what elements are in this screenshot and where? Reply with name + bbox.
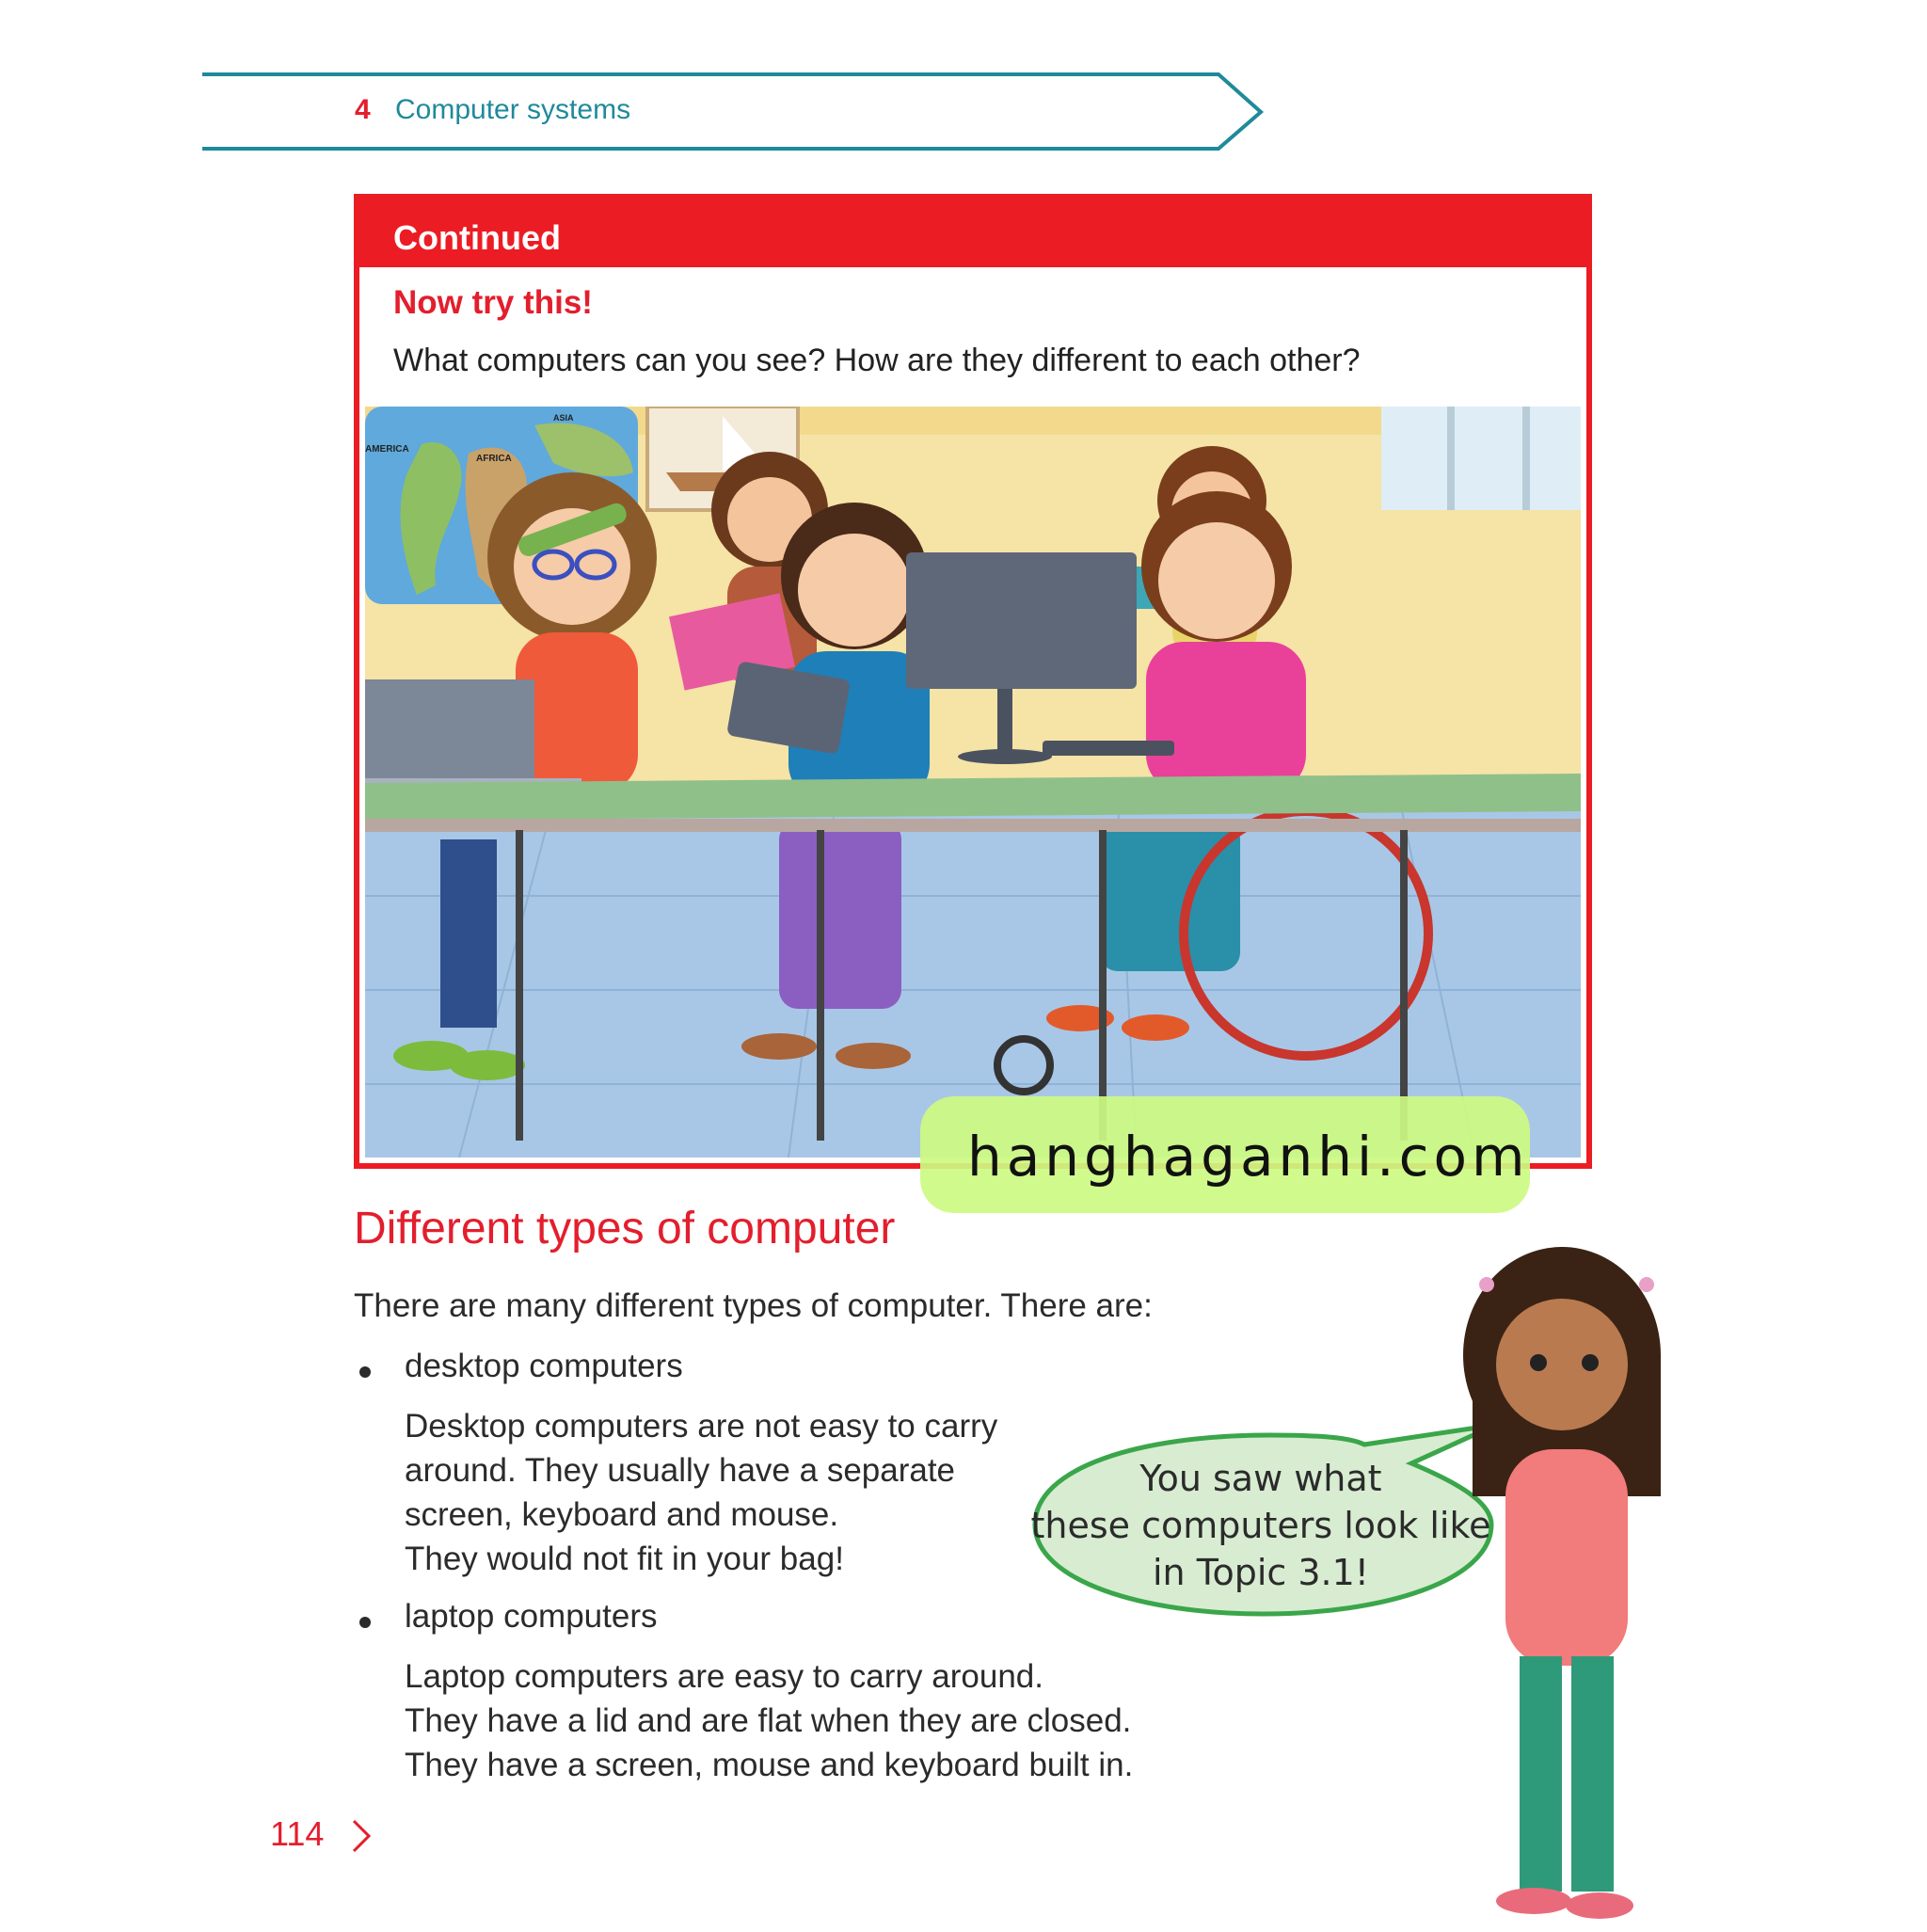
bullet-icon [359,1617,371,1628]
page-number-text: 114 [270,1814,325,1853]
classroom-illustration [365,407,1581,1158]
bubble-line: You saw what [1139,1458,1382,1499]
activity-question: What computers can you see? How are they different to each other? [393,343,1361,378]
activity-box [354,194,1592,1169]
activity-header-label: Continued [393,218,561,257]
laptop-description [405,1654,1133,1787]
girl-character-illustration [1449,1242,1712,1927]
activity-header [359,200,1586,267]
desktop-line: around. They usually have a separate [405,1452,956,1489]
laptop-line: They have a screen, mouse and keyboard built in. [405,1747,1134,1783]
speech-bubble [1026,1412,1515,1637]
chapter-number: 4 [355,94,371,125]
activity-title: Now try this! [393,284,593,321]
section-title: Different types of computer [354,1204,896,1253]
bullet-icon [359,1366,371,1378]
bullet-label-laptop: laptop computers [405,1598,658,1635]
watermark [920,1096,1530,1213]
map-label-asia: ASIA [553,413,574,423]
speech-bubble-text [1026,1455,1496,1596]
laptop-line: Laptop computers are easy to carry around. [405,1658,1043,1695]
laptop-line: They have a lid and are flat when they are closed. [405,1702,1132,1739]
desktop-line: Desktop computers are not easy to carry [405,1408,998,1445]
chapter-banner [202,72,1266,152]
bubble-line: these computers look like [1030,1505,1491,1546]
map-label-africa: AFRICA [476,454,512,464]
desktop-description [405,1404,997,1581]
bubble-line: in Topic 3.1! [1152,1552,1370,1593]
desktop-line: screen, keyboard and mouse. [405,1496,839,1533]
chapter-title: Computer systems [395,94,631,125]
watermark-text: hanghaganhi.com [967,1125,1530,1189]
section-intro: There are many different types of computer. There are: [354,1287,1153,1324]
page-number [270,1814,373,1855]
bullet-label-desktop: desktop computers [405,1348,683,1384]
chevron-right-icon [350,1817,373,1855]
map-label-america: AMERICA [365,444,409,455]
desktop-line: They would not fit in your bag! [405,1541,844,1577]
